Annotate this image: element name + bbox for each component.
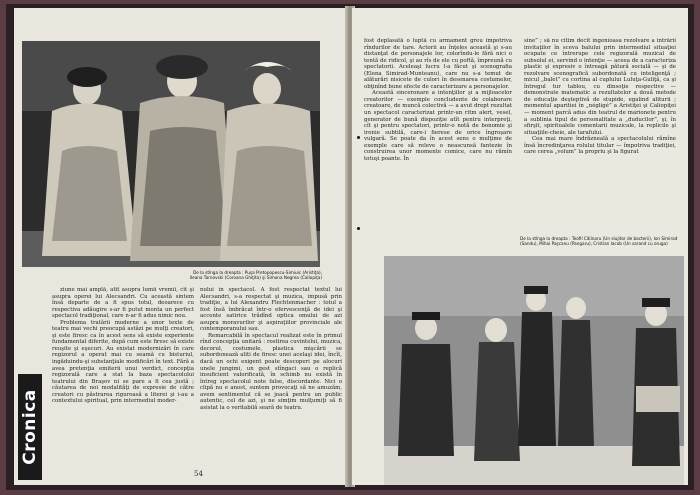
- right-column-1: [364, 38, 512, 238]
- paragraph: Cea mai mare îndrăzneală a spectacolului rămîne însă încredinţarea rolului titular — împotriva tradiţiei, care cerea „volum” la propriu şi la figurat: [524, 136, 676, 156]
- left-page: [14, 8, 348, 485]
- decorative-bullet: [357, 136, 360, 139]
- paragraph: nului în spectacol. A fost respectat textul lui Alecsandri, s-a respectat şi muzica, impusă prin tradiţie, a lui Alexandru Flechtenmacher : totul a fost însă îmbrăcat într-o efervescenţă de idei şi accente satirice trădînd optica omului de azi asupra moravurilor şi aspiraţiilor provinciale ale contemporanului sau.: [200, 287, 342, 333]
- right-page: [352, 8, 688, 485]
- paragraph: Remarcabilă în spectacul realizat este în primul rînd concepţia unitară : rostirea cuvintelui, muzica, decorul, costumele, plastica mişcării se subordonează aliti de firesc unei acelaşi idei, încît, dacă un ochi exigent poate descoperi pe alocuri unele jungimi, un gest stîngaci sau o replică insuficient valorificată, în schimb nu există în întreg spectacolul note false, discordante. Nici o clipă nu e anost, suntem provocaţi să ne amuzăm, avem sentimentul că se joacă pentru un public autentic, cel de azi, şi ne simţim mulţumiţi să fi asistat la o veritabilă seară de teatru.: [200, 332, 342, 411]
- paragraph: Această sinceronare a intenţiilor şi a mijloacelor creatorilor — exemple concludente de colaborare creatoare, de muncă colectivă — a avut drept rezultat un spectacol caracterizat printr-un ritm alert, vesel, generator de bună dispoziţie atît pentru interpreţi, cît şi pentru spectatori, printr-o notă de bonomie şi ironie subtilă, care-i fierese de orice îngroşare vulgară. Se poate da în acest sens o mulţime de exemple care să releve o neascunsă fantezie în construirea unor momente comice, care nu rămîn totuşi poante. În: [364, 90, 512, 162]
- page-number: 54: [194, 470, 203, 478]
- left-column-1: [52, 287, 194, 467]
- paragraph: ziune mai amplă, atît asupra lumii vremii, cît şi asupra operei lui Alecsandri. Cu această sintem însă departe de a fi spus totul, deoarece cu respectiva adăugire s-ar fi putut monta un perfect spectacol tradiţional, care n-ar fi adus nimic nou.: [52, 287, 194, 320]
- photo-caption-top: De la stînga la dreapta : Puşa Pretopopescu-Simiuic (Aristiţa), Ileana Tarnovski (Coroana Ghiţita) şi Simona Negrea (Caliopiţa): [189, 270, 322, 281]
- section-label-text: Cronica: [20, 389, 40, 465]
- paragraph: Problema tratării moderne a unor texte de teatru mai vechi preocupă astăzi pe mulţi creatori, şi este firesc ca în acest sens să existe experiente fundamental diferite, după cum este firesc să existe reuşite şi eşecuri. Au existat modernizări în care regizorul a operat mai cu seamă cu bisturiul, ingăduindu-şi substanţiale modificări în text. Fără a avea pretenţia emiterii unui verdict, concepţia regizorală care a stat la baza spectacolului teatrului din Braşov ni se pare a fi cea justă ; căutarea de noi modalităţi de expresie de către creatori cu păstrarea riguroasă a literei şi i-au a contextului spiritual, prin intermediul moder-: [52, 319, 194, 405]
- right-column-2: [524, 38, 676, 238]
- photo-caption-mid: De la stînga la dreapta : Teofil Călinaru (Un slujitor de bacterii), Ion Simirad (Sandu), Mihai Paşcanu (Pangaru), Cristian Iacob (Un sarand cu oruga): [520, 236, 678, 247]
- decorative-bullet: [357, 227, 360, 230]
- paragraph: sine” ; să nu citim decît ingenioasa rezolvare a intrării invitaţilor în sceva balului prin intermediul situaţiei ocupate ce întrerupe cele regizorală muzical de subsolul ei, servind o intenţie — aceea de a caracteriza plastic şi expresiv o întreagă pătură socială — şi de rezolvare scenografică subordonată cu inteligenţă ; micul „balet” cu cortina al cuplului Luluţa-Guliţă, ca şi întregul tur tablou, cu dinsoţie respective — demonstrate matematic a rezultatelor a două metode de educaţie deşteptivă de stupide, egalind aliturii ; momentul aparitiei în „négligé” a Aristiţei şi Caliopiţei — moment parcă adus din teatrul de marionete pentru a sublinia tipul de personalitate a „duducilor”, şi, în sfirşit, spiritualele comentarii muzicale, la replicile şi situaţiile-cheie, ale tarafului.: [524, 38, 676, 136]
- actors-photo: [384, 256, 684, 485]
- left-column-2: [200, 287, 342, 467]
- paragraph: fost deplasată o luptă cu armament greu împotriva rîndurilor de tare. Actorii au înţeles această şi s-au distanţat de personajele lor, colorîndu-le fără nici o tentă de ridicol, şi au rîs de ele cu poftă, împreună cu spectatorii. Aceleaşi lucru l-a făcut şi scenografia (Elena Simirad-Munteanu), care nu s-a temut de alăturări nisicete de culori în desenarea costumelor, obţinînd bune efecte de caracterizare a personajelor.: [364, 38, 512, 90]
- actresses-photo: [22, 41, 320, 267]
- section-label: [18, 374, 42, 480]
